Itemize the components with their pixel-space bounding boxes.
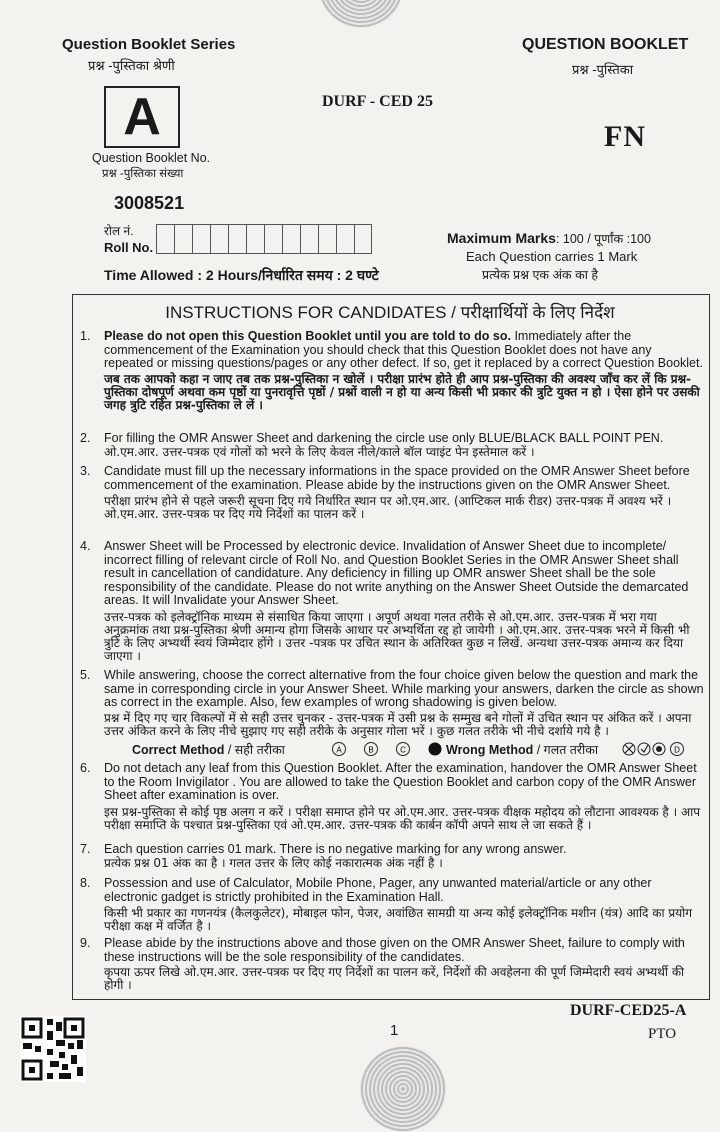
pto: PTO: [648, 1026, 677, 1042]
instruction-text-hi: परीक्षा प्रारंभ होने से पहले जरूरी सूचना दिए गये निर्धारित स्थान पर ओ.एम.आर. (आप्टिकल मार्क रीडर) उत्तर-पत्रक में अवश्य भरें । ओ.एम.आर. उत्तर-पत्रक पर दिए गये निर्देशों का पालन करें ।: [104, 494, 672, 522]
instruction-text: Do not detach any leaf from this Question Booklet. After the examination, handover the OMR Answer Sheet to the Room Invigilator . You are allowed to take the Question Booklet and carbon copy of the OMR Answer Sheet after examination is over.: [104, 761, 697, 802]
each-question-marks: Each Question carries 1 Mark: [466, 249, 638, 264]
instruction-number: 5.: [80, 668, 91, 682]
instruction-number: 3.: [80, 464, 91, 478]
instruction-text: Please abide by the instructions above and those given on the OMR Answer Sheet, failure to comply with these instructions will be the sole responsibility of the candidates.: [104, 936, 685, 964]
instruction-text: For filling the OMR Answer Sheet and darkening the circle use only BLUE/BLACK BALL POINT PEN.: [104, 431, 664, 445]
max-marks-label: Maximum Marks: [447, 230, 556, 246]
roll-number-cells: [156, 224, 372, 254]
correct-method-label-hi: / सही तरीका: [227, 743, 285, 757]
wrong-method: [446, 741, 598, 758]
instruction-text-hi: किसी भी प्रकार का गणनयंत्र (कैलकुलेटर), मोबाइल फोन, पेजर, अवांछित सामग्री या अन्य कोई इलेक्ट्रॉनिक मशीन (यंत्र) आदि का प्रयोग परीक्षा कक्ष में वर्जित है ।: [104, 906, 693, 934]
wrong-method-label: Wrong Method: [446, 743, 534, 757]
max-marks: [447, 230, 651, 247]
security-seal-top: [318, 0, 404, 28]
instruction-text: Candidate must fill up the necessary informations in the space provided on the OMR Answer Sheet before commencement of the examination. Please abide by the instructions given on the OMR Answer Sheet.: [104, 464, 690, 492]
bubble-c: C: [400, 745, 406, 755]
instruction-number: 2.: [80, 431, 91, 445]
correct-method: [132, 741, 285, 758]
set-code: FN: [604, 120, 646, 153]
instruction-item-2: [80, 432, 704, 459]
instruction-item-6: [80, 762, 704, 832]
instruction-number: 6.: [80, 761, 91, 775]
bubble-d: D: [674, 745, 680, 755]
instruction-text-hi: इस प्रश्न-पुस्तिका से कोई पृष्ठ अलग न करें । परीक्षा समाप्त होने पर ओ.एम.आर. उत्तर-पत्रक वीक्षक महोदय को लौटाना आवश्यक है । आप परीक्षा समाप्ति के पश्चात प्रश्न-पुस्तिका एवं ओ.एम.आर. उत्तर-पत्रक की कार्बन कॉपी अपने साथ ले जा सकते हैं ।: [104, 804, 701, 832]
footer-code: DURF-CED25-A: [570, 1002, 687, 1019]
series-letter-box: A: [104, 86, 180, 148]
instruction-text: Each question carries 01 mark. There is no negative marking for any wrong answer.: [104, 842, 567, 856]
bubble-d-filled: [429, 743, 442, 756]
page-number: 1: [390, 1022, 399, 1039]
instruction-text: Possession and use of Calculator, Mobile Phone, Pager, any unwanted material/article or any other electronic gadget is strictly prohibited in the Examination Hall.: [104, 876, 652, 904]
instruction-text: While answering, choose the correct alternative from the four choice given below the question and mark the same in corresponding circle in your Answer Sheet. While marking your answers, darken the circle as shown as correct in the example. Also, few examples of wrong shadowing is given below.: [104, 668, 704, 709]
bubble-b: B: [368, 745, 374, 755]
max-marks-value: : 100 / पूर्णांक :100: [555, 232, 651, 246]
instruction-item-7: [80, 843, 704, 870]
booklet-number: 3008521: [114, 193, 185, 213]
time-allowed: Time Allowed : 2 Hours/निर्धारित समय : 2 घण्टे: [104, 267, 379, 283]
instruction-bold-text: Please do not open this Question Booklet until you are told to do so.: [104, 329, 511, 343]
correct-method-label: Correct Method: [132, 743, 225, 757]
instruction-text-hi: जब तक आपको कहा न जाए तब तक प्रश्न-पुस्तिका न खोलें । परीक्षा प्रारंभ होते ही आप प्रश्न-पुस्तिका की अवश्य जाँच कर लें कि प्रश्न-पुस्तिका दोषपूर्ण अथवा कम पृष्ठों या पुनरावृत्ति पृष्ठों / प्रश्नों वाली न हो या अन्य किसी भी प्रकार की त्रुटि युक्त न हो । ऐसा होने पर उसकी जगह त्रुटि रहित प्रश्न-पुस्तिका ले लें ।: [104, 371, 700, 412]
instruction-text-hi: प्रत्येक प्रश्न 01 अंक का है । गलत उत्तर के लिए कोई नकारात्मक अंक नहीं है ।: [104, 855, 443, 870]
instruction-text-hi: प्रश्न में दिए गए चार विकल्पों में से सही उत्तर चुनकर - उत्तर-पत्रक में उसी प्रश्न के सम्मुख बने गोलों में उचित स्थान पर अंकित करें । अपना उत्तर अंकित करने के लिए नीचे सुझाए गए सही तरीके के अनुसार गोला भरें । कुछ गलत तरीके भी नीचे दर्शाये गये है ।: [104, 710, 692, 738]
instruction-text-hi: कृपया ऊपर लिखे ओ.एम.आर. उत्तर-पत्रक पर दिए गए निर्देशों का पालन करें, निर्देशों की अवहेलना की पूर्ण जिम्मेदारी स्वयं अभ्यर्थी की होगी ।: [104, 965, 685, 993]
wrong-method-label-hi: / गलत तरीका: [536, 743, 599, 757]
series-label-hi: प्रश्न -पुस्तिका श्रेणी: [88, 58, 175, 73]
booklet-no-label-hi: प्रश्न -पुस्तिका संख्या: [102, 168, 184, 180]
qr-code: [20, 1016, 86, 1082]
bubble-a: A: [336, 745, 342, 755]
instruction-number: 7.: [80, 842, 91, 856]
instruction-text: Answer Sheet will be Processed by electronic device. Invalidation of Answer Sheet due to incomplete/ incorrect filling of relevant circle of Roll No. and Question Booklet Series in the OMR Answer Sheet shall result in cancellation of candidature. Any deficiency in filling up OMR answer Sheet shall be the sole responsibility of the candidate. Please do not write anything on the Answer Sheet Outside the demarcated areas. It will Invalidate your Answer Sheet.: [104, 539, 689, 607]
instruction-number: 8.: [80, 876, 91, 890]
instruction-item-9: [80, 937, 704, 992]
instruction-item-1: [80, 330, 704, 412]
roll-label: Roll No.: [104, 240, 154, 255]
wrong-method-bubbles: [620, 740, 704, 758]
instruction-text-hi: ओ.एम.आर. उत्तर-पत्रक एवं गोलों को भरने के लिए केवल नीले/काले बॉल प्वाइंट पेन इस्तेमाल करें ।: [104, 444, 535, 459]
instruction-item-3: [80, 465, 704, 521]
instruction-number: 9.: [80, 936, 91, 950]
booklet-title-hi: प्रश्न -पुस्तिका: [572, 62, 634, 77]
booklet-no-label: Question Booklet No.: [92, 151, 211, 165]
booklet-title: QUESTION BOOKLET: [522, 36, 689, 53]
series-label: Question Booklet Series: [62, 36, 236, 53]
instructions-title: INSTRUCTIONS FOR CANDIDATES / परीक्षार्थियों के लिए निर्देश: [165, 303, 615, 322]
security-seal-bottom: [360, 1046, 446, 1132]
each-question-marks-hi: प्रत्येक प्रश्न एक अंक का है: [482, 268, 599, 282]
instruction-item-4: [80, 540, 704, 663]
instruction-text-hi: उत्तर-पत्रक को इलेक्ट्रॉनिक माध्यम से संसाधित किया जाएगा । अपूर्ण अथवा गलत तरीके से ओ.एम.आर. उत्तर-पत्रक में भरा गया अनुक्रमांक तथा प्रश्न-पुस्तिका श्रेणी अमान्य होगा जिसके आधार पर अभ्यर्थिता रद्द हो जायेगी । ओ.एम.आर. उत्तर-पत्रक भरने में किसी भी त्रुटि के लिए अभ्यर्थी स्वयं जिम्मेदार होंगे । उत्तर -पत्रक पर उचित स्थान के अतिरिक्त कुछ न लिखें. अन्यथा उत्तर-पत्रक अमान्य कर दिया जाएगा ।: [104, 609, 690, 664]
instruction-text: Immediately after the commencement of the Examination you should check that this Question Booklet does not have any repeated or missing questions/pages or any other defect. If so, get it replaced by a correct Question Booklet.: [104, 329, 703, 370]
correct-method-bubbles: [330, 740, 460, 758]
roll-label-hi: रोल नं.: [104, 224, 134, 238]
exam-code: DURF - CED 25: [322, 93, 433, 110]
instruction-item-5: [80, 669, 704, 738]
instruction-number: 1.: [80, 329, 91, 343]
instruction-item-8: [80, 877, 704, 933]
instruction-number: 4.: [80, 539, 91, 553]
